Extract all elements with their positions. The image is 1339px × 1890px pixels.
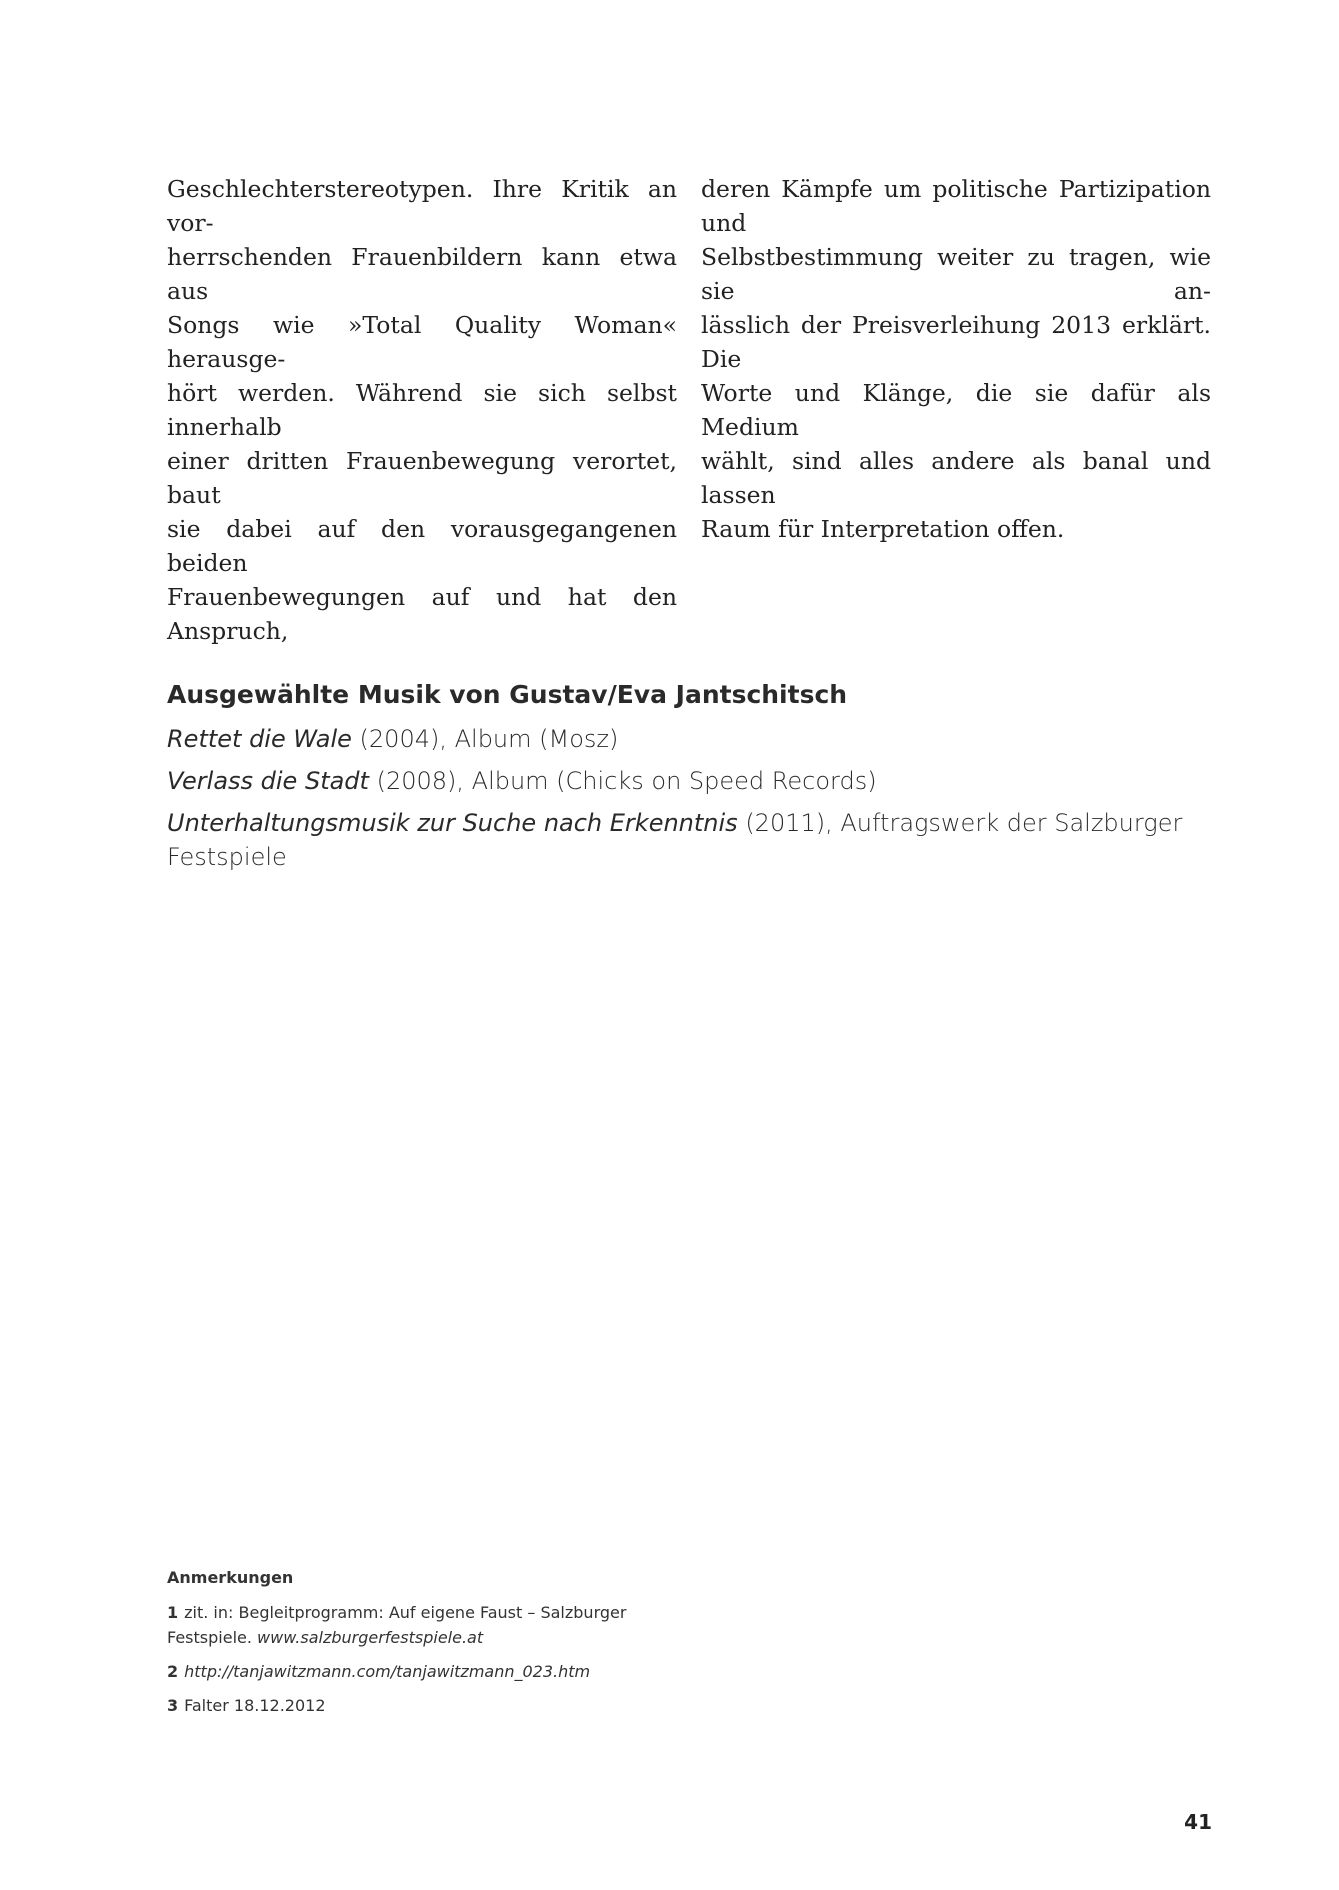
body-column-left [167, 172, 677, 648]
music-entry [167, 764, 1217, 798]
footnote-link[interactable]: http://tanjawitzmann.com/tanjawitzmann_023.htm [184, 1662, 591, 1681]
body-line: sie dabei auf den vorausgegangenen beiden [167, 515, 677, 577]
body-line: Raum für Interpretation offen. [701, 515, 1065, 543]
music-entry [167, 722, 1217, 756]
music-entry-title: Unterhaltungsmusik zur Suche nach Erkenntnis [167, 809, 738, 837]
body-line: herrschenden Frauenbildern kann etwa aus [167, 243, 677, 305]
body-column-right [701, 172, 1211, 546]
footnote [167, 1600, 647, 1650]
music-entry-details: (2004), Album (Mosz) [351, 725, 619, 753]
footnotes-section [167, 1565, 647, 1727]
music-entry-title: Rettet die Wale [167, 725, 352, 753]
body-line: Selbstbestimmung weiter zu tragen, wie sie an- [701, 243, 1211, 305]
selected-music-heading: Ausgewählte Musik von Gustav/Eva Jantschitsch [167, 680, 848, 709]
footnote-number: 3 [167, 1696, 179, 1715]
body-line: Worte und Klänge, die sie dafür als Medium [701, 379, 1211, 441]
body-line: einer dritten Frauenbewegung verortet, baut [167, 447, 677, 509]
footnotes-heading: Anmerkungen [167, 1568, 294, 1587]
footnote-number: 1 [167, 1603, 179, 1622]
music-entry [167, 806, 1217, 874]
body-line: lässlich der Preisverleihung 2013 erklärt. Die [701, 311, 1211, 373]
body-line: wählt, sind alles andere als banal und lassen [701, 447, 1211, 509]
body-line: Geschlechterstereotypen. Ihre Kritik an vor- [167, 175, 677, 237]
footnote [167, 1659, 647, 1684]
page-number: 41 [1184, 1810, 1212, 1834]
music-entry-details: (2008), Album (Chicks on Speed Records) [368, 767, 877, 795]
body-line: hört werden. Während sie sich selbst innerhalb [167, 379, 677, 441]
footnote-text: zit. in: Begleitprogramm: Auf eigene Faust – Salzburger Festspiele. [167, 1603, 627, 1647]
body-line: deren Kämpfe um politische Partizipation und [701, 175, 1211, 237]
footnote-link[interactable]: www.salzburgerfestspiele.at [257, 1628, 484, 1647]
footnote [167, 1693, 647, 1718]
music-entry-details: (2011), Auftragswerk der Salzburger Festspiele [167, 809, 1183, 871]
body-line: Songs wie »Total Quality Woman« herausge- [167, 311, 677, 373]
body-line: Frauenbewegungen auf und hat den Anspruch, [167, 583, 677, 645]
footnote-number: 2 [167, 1662, 179, 1681]
music-entry-title: Verlass die Stadt [167, 767, 369, 795]
selected-music-section [167, 678, 1217, 882]
footnote-text: Falter 18.12.2012 [184, 1696, 326, 1715]
